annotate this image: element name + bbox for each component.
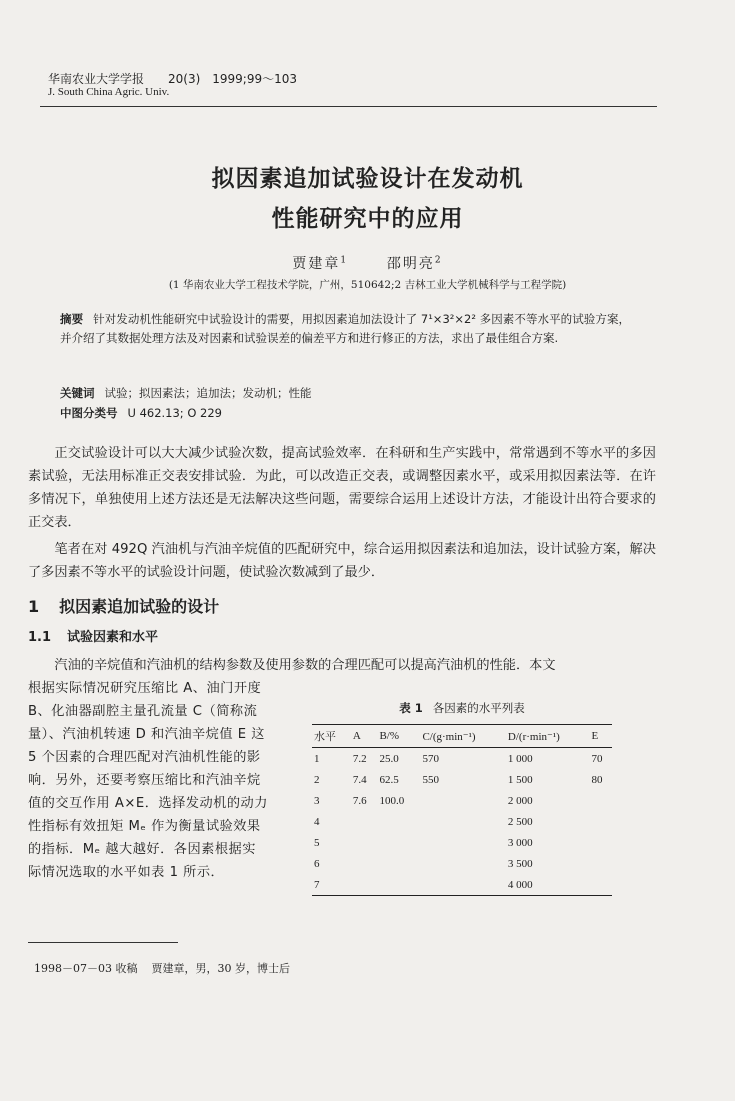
journal-header-en: J. South China Agric. Univ. (48, 86, 170, 98)
col-header-e: E (590, 725, 612, 748)
table-cell (351, 811, 378, 832)
table-cell: 550 (422, 773, 439, 786)
col-header-level: 水平 (312, 725, 351, 748)
table-cell: 3 (314, 794, 320, 807)
col-header-d: D/(r·min⁻¹) (506, 725, 590, 748)
subsection-heading-1-1 (28, 626, 158, 645)
table-cell (377, 874, 420, 896)
table-cell: 2 500 (507, 815, 533, 828)
table-row (312, 811, 612, 832)
table-1-number: 表 1 (399, 701, 423, 715)
table-row (312, 790, 612, 811)
body-paragraph-1: 正交试验设计可以大大减少试验次数，提高试验效率．在科研和生产实践中，常常遇到不等水平的多因素试验，无法用标准正交表安排试验．为此，可以改造正交表，或调整因素水平，或采用拟因素法等．在许多情况下，单独使用上述方法还是无法解决这些问题，需要综合运用上述设计方法，才能设计出符合要求的正交表． (28, 446, 656, 530)
table-cell (420, 790, 505, 811)
affiliation: (1 华南农业大学工程技术学院，广州，510642;2 吉林工业大学机械科学与工程学院) (168, 279, 567, 291)
body-paragraph-3-wrapped: 根据实际情况研究压缩比 A、油门开度 B、化油器副腔主量孔流量 C（简称流量）、汽油机转速 D 和汽油辛烷值 E 这 5 个因素的合理匹配对汽油机性能的影响．另外，还要考察压缩比和汽油辛烷值的交互作用 A×E．选择发动机的动力性指标有效扭矩 Mₑ 作为衡量试验效果的指标．Mₑ 越大越好．各因素根据实际情况选取的水平如表 1 所示． (28, 681, 268, 880)
table-cell (420, 811, 505, 832)
table-cell: 7 (312, 874, 351, 896)
table-cell: 3 000 (507, 836, 533, 849)
table-cell (590, 853, 612, 874)
table-cell (590, 874, 612, 896)
table-cell: 62.5 (379, 773, 399, 786)
section-number: 1 (28, 597, 40, 616)
table-cell (590, 832, 612, 853)
author-1-affil-mark: 1 (340, 255, 349, 266)
table-cell (351, 832, 378, 853)
classification (60, 405, 222, 421)
authors (0, 253, 735, 273)
table-1-caption (312, 700, 612, 716)
table-cell: 4 000 (506, 874, 590, 896)
col-header-a: A (351, 725, 378, 748)
classification-label: 中图分类号 (60, 406, 118, 420)
subsection-title: 试验因素和水平 (67, 630, 159, 645)
table-cell (377, 853, 420, 874)
table-cell: 2 000 (507, 794, 533, 807)
table-header-row (312, 725, 612, 748)
table-row (312, 769, 612, 790)
table-cell: 7.2 (352, 752, 367, 765)
body-paragraph-3-first-line: 汽油的辛烷值和汽油机的结构参数及使用参数的合理匹配可以提高汽油机的性能．本文 (54, 658, 556, 673)
table-cell (590, 811, 612, 832)
section-heading-1 (28, 594, 219, 617)
table-row (312, 748, 612, 770)
table-cell: 25.0 (379, 752, 399, 765)
table-cell: 5 (314, 836, 320, 849)
author-2: 邵明亮 (386, 256, 435, 272)
table-cell: 1 000 (507, 752, 533, 765)
abstract (60, 310, 630, 348)
table-cell: 80 (591, 773, 603, 786)
received-date: 1998－07－03 收稿 (34, 962, 138, 975)
keywords-label: 关键词 (60, 386, 95, 400)
table-1-title: 各因素的水平列表 (432, 701, 525, 715)
section-title: 拟因素追加试验的设计 (59, 597, 220, 616)
table-cell: 100.0 (379, 794, 405, 807)
table-row (312, 832, 612, 853)
author-2-affil-mark: 2 (434, 255, 443, 266)
table-row (312, 874, 612, 896)
table-cell (377, 832, 420, 853)
table-cell (420, 832, 505, 853)
abstract-label: 摘要 (60, 312, 84, 326)
table-cell (351, 853, 378, 874)
table-row (312, 853, 612, 874)
table-cell (377, 811, 420, 832)
keywords (60, 385, 312, 401)
table-cell (590, 790, 612, 811)
table-1 (312, 724, 612, 896)
table-cell: 7.4 (352, 773, 367, 786)
table-cell: 1 500 (507, 773, 533, 786)
table-cell (351, 874, 378, 896)
table-cell: 6 (314, 857, 320, 870)
classification-text: U 462.13; O 229 (127, 406, 222, 420)
table-cell: 7.6 (352, 794, 367, 807)
paper-title-line-2: 性能研究中的应用 (271, 206, 464, 232)
table-cell: 2 (314, 773, 320, 786)
author-1: 贾建章 (292, 256, 341, 272)
author-info: 贾建章，男，30 岁，博士后 (151, 962, 290, 975)
footnote (34, 960, 304, 976)
table-cell (420, 853, 505, 874)
paper-title-line-1: 拟因素追加试验设计在发动机 (211, 166, 524, 192)
abstract-text: 针对发动机性能研究中试验设计的需要，用拟因素追加法设计了 7¹×3²×2² 多因素不等水平的试验方案，并介绍了其数据处理方法及对因素和试验误差的偏差平方和进行修正的方法，求出了最佳组合方案. (60, 312, 631, 345)
footnote-divider (28, 942, 178, 943)
journal-header-cn: 华南农业大学学报 20(3) 1999;99～103 (48, 72, 298, 86)
table-cell: 4 (314, 815, 320, 828)
col-header-c: C/(g·min⁻¹) (420, 725, 505, 748)
table-cell: 570 (422, 752, 439, 765)
header-divider (40, 106, 657, 107)
table-cell: 70 (591, 752, 603, 765)
table-cell (420, 874, 505, 896)
subsection-number: 1.1 (28, 630, 52, 645)
col-header-b: B/% (377, 725, 420, 748)
keywords-text: 试验；拟因素法；追加法；发动机；性能 (104, 386, 312, 400)
table-cell: 3 500 (507, 857, 533, 870)
table-cell: 1 (314, 752, 320, 765)
body-paragraph-2: 笔者在对 492Q 汽油机与汽油辛烷值的匹配研究中，综合运用拟因素法和追加法，设计试验方案，解决了多因素不等水平的试验设计问题，使试验次数减到了最少． (28, 542, 656, 580)
